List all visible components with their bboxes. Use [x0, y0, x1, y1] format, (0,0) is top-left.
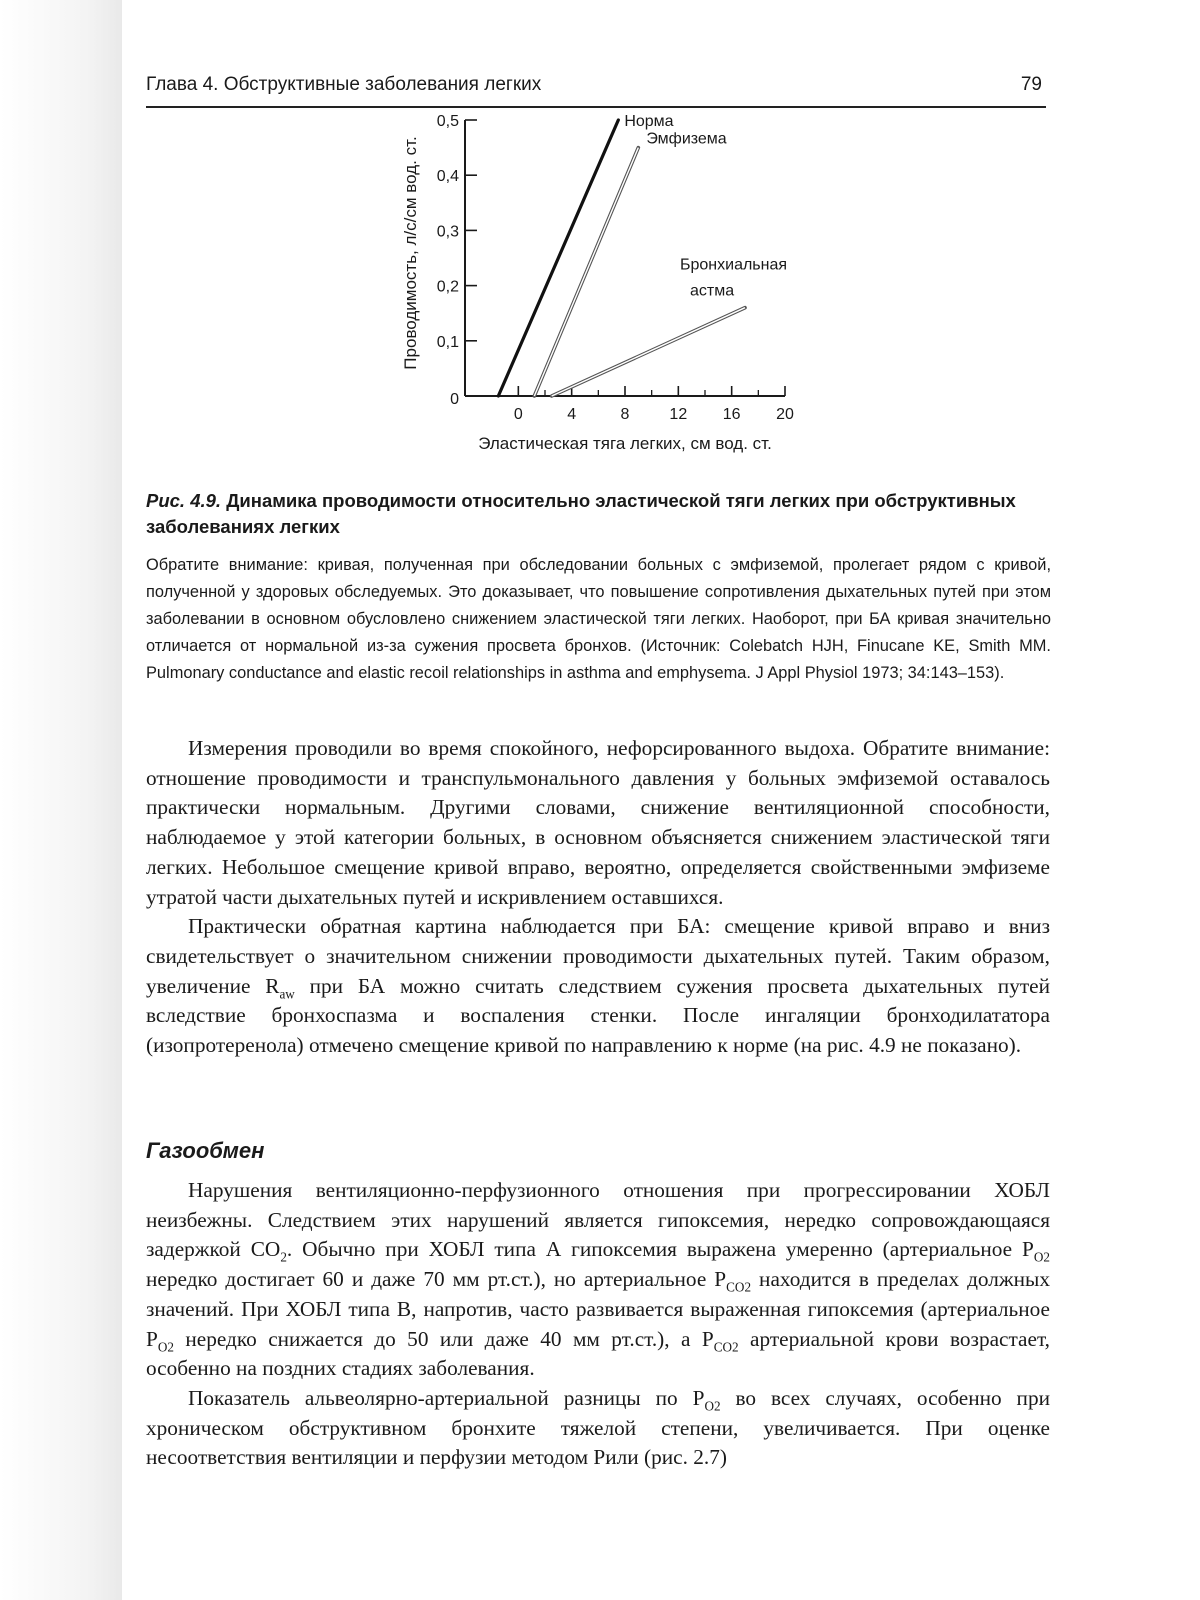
- y-tick-label: 0,4: [436, 168, 459, 186]
- figure-label: Рис. 4.9.: [146, 490, 222, 511]
- series-line-emphysema-core: [534, 148, 638, 396]
- page-number: 79: [1020, 74, 1042, 95]
- x-tick-label: 4: [567, 406, 577, 423]
- x-tick-label: 16: [722, 406, 741, 423]
- page-edge-shadow: [0, 0, 122, 1600]
- x-tick-label: 12: [669, 406, 688, 423]
- paragraph-ventilation: Нарушения вентиляционно-перфузионного отношения при прогрессировании ХОБЛ неизбежны. Следствием этих нарушений является гипоксемия, нередко сопровождающаяся задержкой $CO_2$. Обычно при ХОБЛ типа А гипоксемия выражена умеренно (артериальное $P_{O2}$ нередко достигает 60 и даже 70 мм рт.ст.), но артериальное $P_{CO2}$ находится в пределах должных значений. При ХОБЛ типа В, напротив, часто развивается выраженная гипоксемия (артериальное $P_{O2}$ нередко снижается до 50 или даже 40 мм рт.ст.), а $P_{CO2}$ артериальной крови возрастает, особенно на поздних стадиях заболевания.: [146, 1178, 1050, 1381]
- x-tick-label: 20: [776, 406, 794, 423]
- series-line-asthma-core: [552, 308, 745, 396]
- x-tick-label: 0: [513, 406, 523, 423]
- section-heading: Газообмен: [146, 1138, 265, 1163]
- running-header: [146, 70, 1046, 108]
- paragraph-alveolar: Показатель альвеолярно-артериальной разницы по $P_{O2}$ во всех случаях, особенно при хроническом обструктивном бронхите тяжелой степени, увеличивается. При оценке несоответствия вентиляции и перфузии методом Рили (рис. 2.7): [146, 1385, 1051, 1470]
- figure-caption-text: Динамика проводимости относительно эластической тяги легких при обструктивных заболеваниях легких: [146, 490, 1016, 537]
- y-tick-label: 0,3: [436, 223, 459, 241]
- y-tick-label: 0,5: [436, 113, 459, 130]
- body-text-1: [146, 734, 1050, 1061]
- paragraph-asthma: Практически обратная картина наблюдается при БА: смещение кривой вправо и вниз свидетельствует о значительном снижении проводимости дыхательных путей. Таким образом, увеличение $R_{aw}$ при БА можно считать следствием сужения просвета дыхательных путей вследствие бронхоспазма и воспаления стенки. После ингаляции бронходилататора (изопротеренола) отмечено смещение кривой по направлению к норме (на рис. 4.9 не показано).: [146, 914, 1050, 1058]
- series-label-asthma-line1: Бронхиальная: [680, 256, 788, 274]
- paragraph-measurements: Измерения проводили во время спокойного, нефорсированного выдоха. Обратите внимание: отношение проводимости и транспульмонального давления у больных эмфиземой оставалось практически нормальным. Другими словами, снижение вентиляционной способности, наблюдаемое у этой категории больных, в основном объясняется снижением эластической тяги легких. Небольшое смещение кривой вправо, вероятно, определяется свойственными эмфиземе утратой части дыхательных путей и искривлением оставшихся.: [146, 736, 1050, 909]
- figure-caption: [146, 488, 1051, 540]
- series-line-norm: [498, 120, 618, 396]
- y-tick-label: 0: [450, 391, 459, 408]
- series-label-emphysema: Эмфизема: [646, 130, 727, 148]
- body-text-2: [146, 1176, 1050, 1473]
- series-label-asthma-line2: астма: [690, 282, 735, 300]
- conductance-chart: [380, 108, 820, 460]
- y-tick-label: 0,1: [436, 333, 459, 351]
- x-tick-label: 8: [620, 406, 630, 423]
- chapter-title: Глава 4. Обструктивные заболевания легких: [146, 74, 542, 95]
- series-label-norm: Норма: [624, 113, 674, 130]
- figure-note: Обратите внимание: кривая, полученная при обследовании больных с эмфиземой, пролегает рядом с кривой, полученной у здоровых обследуемых. Это доказывает, что повышение сопротивления дыхательных путей при этом заболевании в основном обусловлено снижением эластической тяги легких. Наоборот, при БА кривая значительно отличается от нормальной из-за сужения просвета бронхов. (Источник: Colebatch HJH, Finucane KE, Smith MM. Pulmonary conductance and elastic recoil relationships in asthma and emphysema. J Appl Physiol 1973; 34:143–153).: [146, 556, 1051, 682]
- y-tick-label: 0,2: [436, 278, 459, 296]
- x-axis-label: Эластическая тяга легких, см вод. ст.: [478, 434, 772, 453]
- y-axis-label: Проводимость, л/с/см вод. ст.: [401, 136, 420, 370]
